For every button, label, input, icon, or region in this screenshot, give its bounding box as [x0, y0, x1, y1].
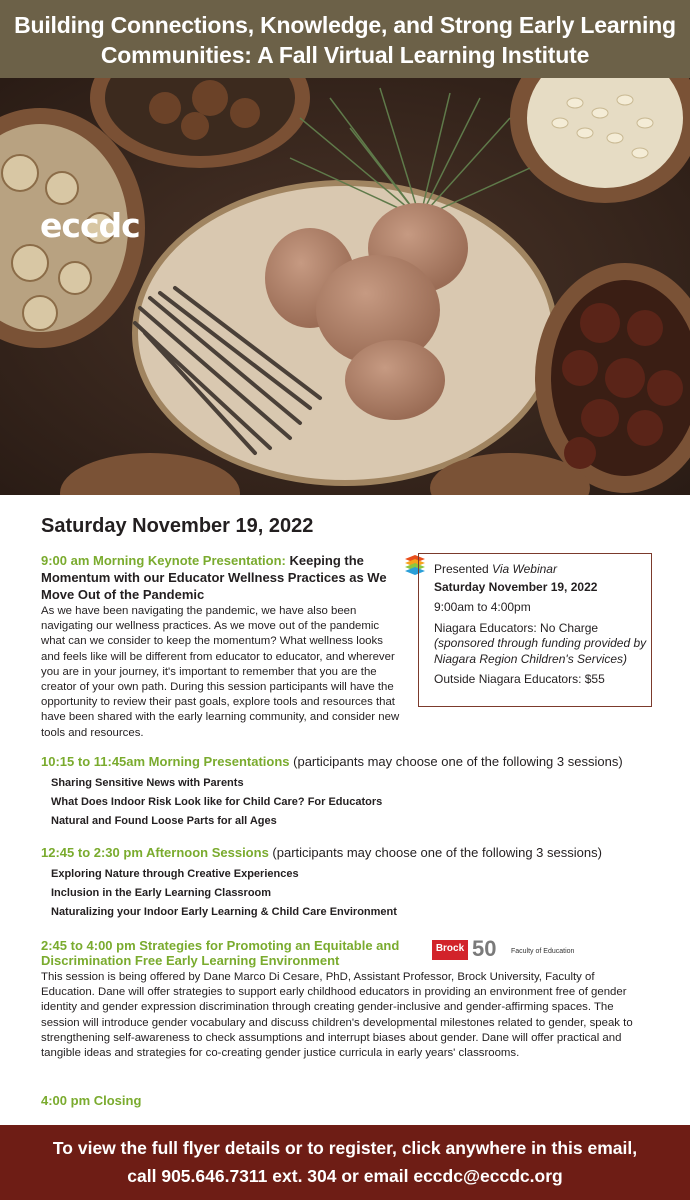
- info-niagara-price: Niagara Educators: No Charge: [434, 620, 599, 635]
- presented-via: Via Webinar: [492, 562, 557, 576]
- keynote-session-title: Keeping the Momentum with our Educator Wellness Practices as We Move Out of the Pandemic: [41, 553, 387, 602]
- play-dough-ball: [345, 340, 445, 420]
- footer-register-line[interactable]: To view the full flyer details or to register, click anywhere in this email,: [52, 1138, 638, 1158]
- list-item: Exploring Nature through Creative Experiences: [51, 868, 299, 880]
- header-title-line-1: Building Connections, Knowledge, and Strong Early Learning: [14, 12, 676, 38]
- hero-still-life-illustration: [0, 78, 690, 495]
- info-outside-price: Outside Niagara Educators: $55: [434, 672, 605, 686]
- afternoon-session-list: [51, 865, 661, 922]
- brock-university-logo: [430, 935, 660, 965]
- presented-via-line: [434, 562, 651, 578]
- strategies-description: This session is being offered by Dane Marco Di Cesare, PhD, Assistant Professor, Brock University, Faculty of Education. Dane will offer strategies to support early childhood educators in providing an environment free of gender identity and gender expression discrimination through creating gender-inclusive and gender-affirming spaces. The session will introduce gender vocabulary and discuss children's developmental milestones related to gender, speak to strengthening self-awareness to check assumptions and interrupt biases about gender. Dane will offer practical and tangible ideas and strategies for co-creating gender justice curricula in early years' classrooms.: [41, 971, 633, 1060]
- info-date: Saturday November 19, 2022: [434, 579, 598, 594]
- strategies-title: 2:45 to 4:00 pm Strategies for Promoting an Equitable and Discrimination Free Early Learning Environment: [41, 938, 400, 968]
- morning-time-label: 10:15 to 11:45am Morning Presentations: [41, 754, 290, 769]
- presented-prefix: Presented: [434, 562, 493, 576]
- keynote-time-label: 9:00 am Morning Keynote Presentation:: [41, 553, 286, 568]
- afternoon-sessions: [41, 844, 661, 922]
- brock-50-years: 50: [472, 936, 497, 961]
- header-banner: [0, 0, 690, 78]
- hero-photo: [0, 78, 690, 495]
- list-item: Natural and Found Loose Parts for all Ages: [51, 815, 277, 827]
- closing-time: 4:00 pm Closing: [41, 1093, 142, 1108]
- morning-note: (participants may choose one of the following 3 sessions): [289, 754, 623, 769]
- info-sponsor-note: (sponsored through funding provided by Niagara Region Children's Services): [434, 636, 647, 666]
- info-time: 9:00am to 4:00pm: [434, 600, 531, 614]
- morning-sessions: [41, 753, 661, 831]
- afternoon-time-label: 12:45 to 2:30 pm Afternoon Sessions: [41, 845, 269, 860]
- keynote-description: As we have been navigating the pandemic, we have also been navigating our wellness practices. As we move out of the pandemic what can we consider to keep the momentum? What wellness looks and feels like will be different from educator to educator, and wherever you are in your journey, it's important to remember that you are the creator of your own path. During this session participants will have the opportunity to review their past goals, explore tools and resources that have been shared with the early learning community, and consider new tools and resources.: [41, 605, 400, 739]
- keynote-title: [41, 552, 401, 603]
- list-item: Sharing Sensitive News with Parents: [51, 777, 244, 789]
- event-date-heading: Saturday November 19, 2022: [41, 515, 314, 537]
- list-item: Naturalizing your Indoor Early Learning & Child Care Environment: [51, 906, 397, 918]
- afternoon-sessions-heading: [41, 844, 661, 861]
- header-title-line-2: Communities: A Fall Virtual Learning Institute: [100, 42, 590, 68]
- morning-sessions-heading: [41, 753, 661, 770]
- brock-faculty-label: Faculty of Education: [511, 948, 575, 955]
- list-item: Inclusion in the Early Learning Classroom: [51, 887, 272, 899]
- footer-contact-line[interactable]: call 905.646.7311 ext. 304 or email eccdc@eccdc.org: [127, 1166, 563, 1186]
- eccdc-logo: eccdc: [40, 206, 140, 245]
- event-info-box: [418, 553, 652, 707]
- morning-session-list: [51, 774, 661, 831]
- brock-wordmark: Brock: [432, 940, 468, 960]
- keynote-section: [41, 552, 401, 741]
- list-item: What Does Indoor Risk Look like for Child Care? For Educators: [51, 796, 383, 808]
- afternoon-note: (participants may choose one of the following 3 sessions): [268, 845, 602, 860]
- register-footer[interactable]: [0, 1125, 690, 1200]
- flyer-content: [0, 495, 690, 1125]
